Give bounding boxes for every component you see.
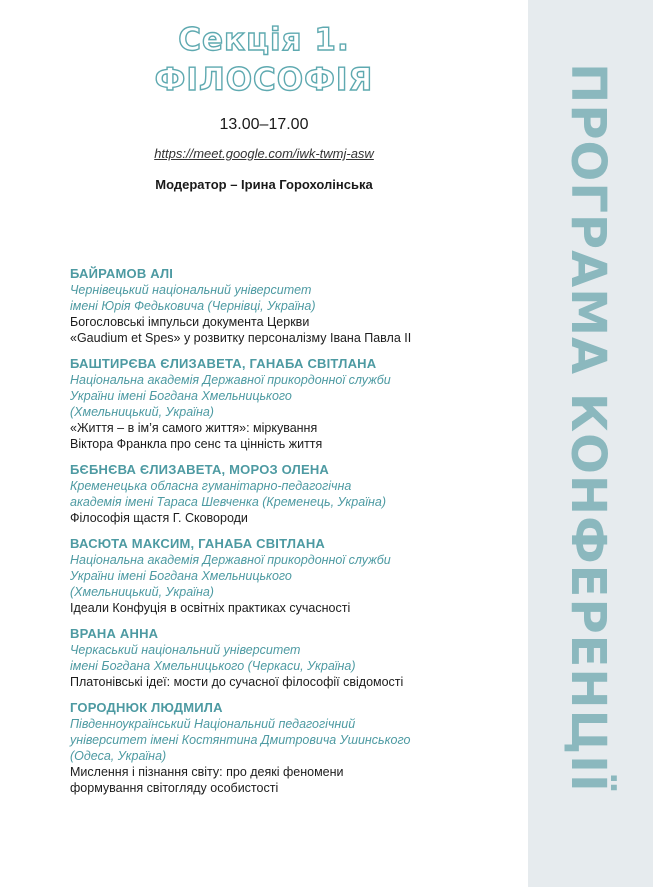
talk-title-line: «Життя – в ім’я самого життя»: міркування	[70, 421, 318, 435]
list-item	[70, 462, 520, 526]
affiliation-line: (Хмельницький, Україна)	[70, 585, 214, 599]
speaker-name: БЄБНЄВА ЄЛИЗАВЕТА, МОРОЗ ОЛЕНА	[70, 462, 330, 477]
moderator: Модератор – Ірина Горохолінська	[155, 177, 373, 192]
affiliation-line: (Хмельницький, Україна)	[70, 405, 214, 419]
meeting-link[interactable]: https://meet.google.com/iwk-twmj-asw	[154, 146, 374, 161]
affiliation-line: України імені Богдана Хмельницького	[70, 569, 292, 583]
affiliation-line: Чернівецький національний університет	[70, 283, 312, 297]
talk-title-line: Філософія щастя Г. Сковороди	[70, 511, 248, 525]
affiliation-line: Національна академія Державної прикордонної служби	[70, 553, 391, 567]
talk-title-line: Ідеали Конфуція в освітніх практиках сучасності	[70, 601, 351, 615]
affiliation-line: університет імені Костянтина Дмитровича Ушинського	[70, 733, 411, 747]
speaker-name: БАШТИРЄВА ЄЛИЗАВЕТА, ГАНАБА СВІТЛАНА	[70, 356, 377, 371]
affiliation-line: імені Богдана Хмельницького (Черкаси, Україна)	[70, 659, 356, 673]
affiliation-line: Південноукраїнський Національний педагогічний	[70, 717, 356, 731]
speaker-name: БАЙРАМОВ АЛІ	[70, 266, 174, 281]
sidebar-vertical-title: ПРОГРАМА КОНФЕРЕНЦІЇ	[560, 63, 616, 793]
session-time: 13.00–17.00	[219, 116, 309, 133]
speaker-name: ВАСЮТА МАКСИМ, ГАНАБА СВІТЛАНА	[70, 536, 326, 551]
list-item	[70, 356, 520, 452]
list-item	[70, 700, 520, 796]
affiliation-line: Кременецька обласна гуманітарно-педагогічна	[70, 479, 352, 493]
talk-title-line: Платонівські ідеї: мости до сучасної філософії свідомості	[70, 675, 404, 689]
speaker-name: ГОРОДНЮК ЛЮДМИЛА	[70, 700, 223, 715]
speaker-name: ВРАНА АННА	[70, 626, 159, 641]
affiliation-line: академія імені Тараса Шевченка (Кременець, Україна)	[70, 495, 386, 509]
talk-title-line: Віктора Франкла про сенс та цінність життя	[70, 437, 323, 451]
entries-list	[70, 266, 520, 806]
section-number: Секція 1.	[178, 22, 350, 58]
talk-title-line: «Gaudium et Spes» у розвитку персоналізму Івана Павла ІІ	[70, 331, 412, 345]
talk-title-line: формування світогляду особистості	[70, 781, 279, 795]
list-item	[70, 536, 520, 616]
affiliation-line: (Одеса, Україна)	[70, 749, 167, 763]
affiliation-line: Національна академія Державної прикордонної служби	[70, 373, 391, 387]
affiliation-line: України імені Богдана Хмельницького	[70, 389, 292, 403]
talk-title-line: Мислення і пізнання світу: про деякі феномени	[70, 765, 344, 779]
affiliation-line: імені Юрія Федьковича (Чернівці, Україна)	[70, 299, 316, 313]
affiliation-line: Черкаський національний університет	[70, 643, 301, 657]
list-item	[70, 266, 520, 346]
section-name: ФІЛОСОФІЯ	[154, 62, 374, 98]
list-item	[70, 626, 520, 690]
talk-title-line: Богословські імпульси документа Церкви	[70, 315, 310, 329]
